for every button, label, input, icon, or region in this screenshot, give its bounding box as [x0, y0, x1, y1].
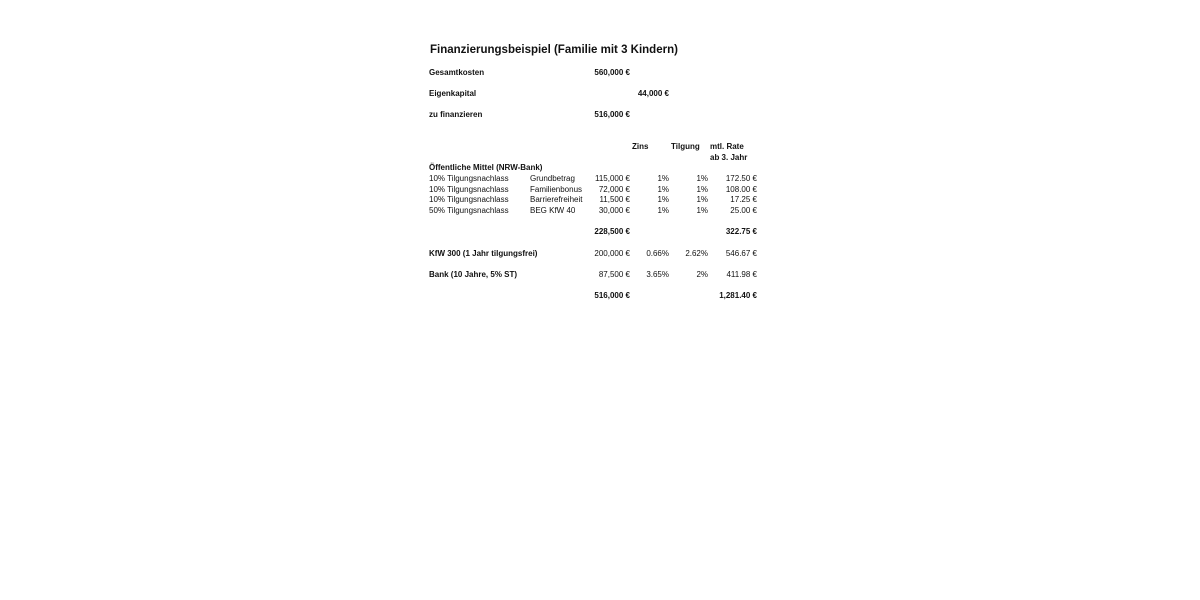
zu-finanzieren-label: zu finanzieren	[429, 110, 483, 119]
table-row-type: 50% Tilgungsnachlass	[429, 206, 509, 215]
column-header-rate-sub: ab 3. Jahr	[710, 153, 748, 162]
table-row-amount: 11,500 €	[599, 195, 630, 204]
kfw-rate: 546.67 €	[725, 249, 757, 258]
column-header-tilgung: Tilgung	[671, 142, 700, 151]
table-row-type: 10% Tilgungsnachlass	[429, 174, 509, 183]
kfw-zins: 0.66%	[646, 249, 669, 258]
table-row-rate: 172.50 €	[725, 174, 757, 183]
table-row-purpose: Familienbonus	[530, 185, 583, 194]
column-header-zins: Zins	[632, 142, 649, 151]
public-funds-subtotal-rate: 322.75 €	[725, 227, 757, 236]
bank-label: Bank (10 Jahre, 5% ST)	[429, 270, 518, 279]
total-rate: 1,281.40 €	[719, 291, 757, 300]
table-row-zins: 1%	[657, 174, 669, 183]
table-row-amount: 30,000 €	[598, 206, 630, 215]
table-row-tilgung: 1%	[696, 206, 708, 215]
gesamtkosten-label: Gesamtkosten	[429, 68, 485, 77]
table-row-tilgung: 1%	[696, 185, 708, 194]
table-row-amount: 115,000 €	[595, 174, 630, 183]
eigenkapital-value: 44,000 €	[637, 89, 669, 98]
bank-amount: 87,500 €	[598, 270, 630, 279]
bank-rate: 411.98 €	[726, 270, 757, 279]
table-row-purpose: BEG KfW 40	[530, 206, 576, 215]
table-row-purpose: Grundbetrag	[530, 174, 575, 183]
gesamtkosten-value: 560,000 €	[594, 68, 630, 77]
table-row-rate: 108.00 €	[725, 185, 757, 194]
kfw-tilgung: 2.62%	[685, 249, 708, 258]
table-row-tilgung: 1%	[696, 195, 708, 204]
eigenkapital-label: Eigenkapital	[429, 89, 477, 98]
table-row-purpose: Barrierefreiheit	[530, 195, 583, 204]
table-row-zins: 1%	[657, 185, 669, 194]
table-row-zins: 1%	[657, 206, 669, 215]
kfw-amount: 200,000 €	[594, 249, 630, 258]
table-row-amount: 72,000 €	[598, 185, 630, 194]
table-row-rate: 25.00 €	[730, 206, 757, 215]
public-funds-subtotal-amount: 228,500 €	[594, 227, 630, 236]
table-row-type: 10% Tilgungsnachlass	[429, 185, 509, 194]
bank-tilgung: 2%	[696, 270, 708, 279]
table-row-rate: 17.25 €	[730, 195, 757, 204]
kfw-label: KfW 300 (1 Jahr tilgungsfrei)	[429, 249, 538, 258]
public-funds-heading: Öffentliche Mittel (NRW-Bank)	[429, 163, 543, 172]
bank-zins: 3.65%	[646, 270, 669, 279]
page-title: Finanzierungsbeispiel (Familie mit 3 Kindern)	[430, 44, 678, 56]
table-row-type: 10% Tilgungsnachlass	[429, 195, 509, 204]
table-row-zins: 1%	[657, 195, 669, 204]
column-header-rate: mtl. Rate	[710, 142, 744, 151]
table-row-tilgung: 1%	[696, 174, 708, 183]
total-amount: 516,000 €	[594, 291, 630, 300]
zu-finanzieren-value: 516,000 €	[594, 110, 630, 119]
